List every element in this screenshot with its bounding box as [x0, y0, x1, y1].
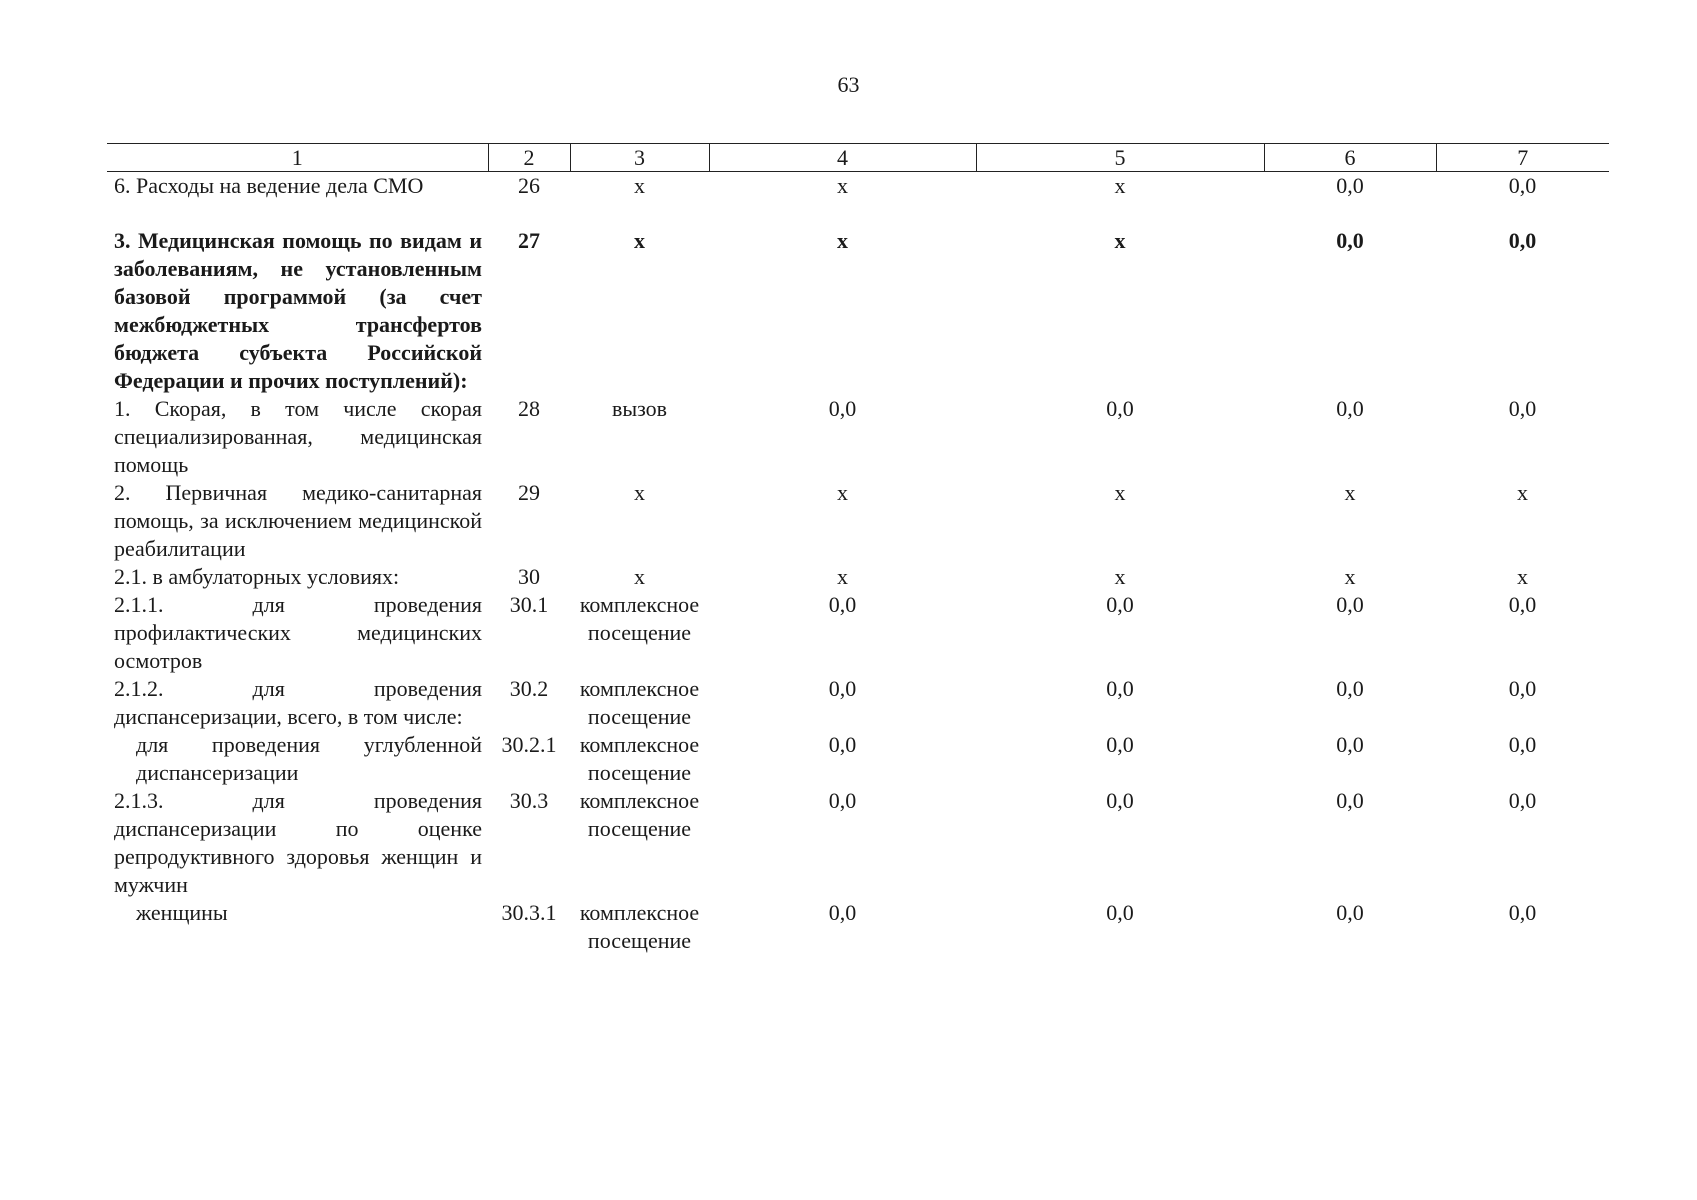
row-name: 2.1.3. для проведения диспансеризации по оценке репродуктивного здоровья женщин и мужчин [114, 788, 482, 897]
column-header-4: 4 [709, 144, 976, 172]
column-header-5: 5 [976, 144, 1264, 172]
column-header-6: 6 [1264, 144, 1436, 172]
row-col7: х [1517, 564, 1528, 589]
table-row [107, 479, 1609, 563]
row-name: для проведения углубленной диспансеризации [136, 732, 482, 785]
column-header-7: 7 [1436, 144, 1609, 172]
row-code: 30.2.1 [501, 732, 557, 757]
row-code: 28 [518, 396, 540, 421]
row-col4: 0,0 [828, 900, 857, 925]
row-col7: 0,0 [1508, 173, 1537, 198]
row-col4: 0,0 [828, 396, 857, 421]
row-name: 6. Расходы на ведение дела СМО [114, 173, 424, 198]
row-unit: комплексное посещение [579, 592, 700, 645]
column-header-2: 2 [488, 144, 570, 172]
row-name: женщины [136, 900, 228, 925]
row-col4: х [837, 228, 848, 253]
row-col5: 0,0 [1106, 396, 1134, 421]
table-row [107, 172, 1609, 201]
row-col5: 0,0 [1106, 676, 1134, 701]
row-col7: 0,0 [1508, 732, 1537, 757]
table-row [107, 591, 1609, 675]
row-col5: х [1114, 564, 1126, 589]
row-col6: 0,0 [1336, 396, 1364, 421]
row-col7: 0,0 [1508, 900, 1537, 925]
row-unit: комплексное посещение [579, 676, 700, 729]
row-col5: 0,0 [1106, 900, 1134, 925]
row-col4: х [837, 564, 848, 589]
column-number-row [107, 144, 1609, 172]
row-unit: комплексное посещение [579, 900, 700, 953]
row-col6: 0,0 [1336, 676, 1364, 701]
row-col4: 0,0 [828, 788, 857, 813]
row-col4: 0,0 [828, 676, 857, 701]
table-row [107, 675, 1609, 731]
row-unit: х [634, 173, 645, 198]
column-header-3: 3 [570, 144, 709, 172]
row-code: 30.3 [509, 788, 549, 813]
row-col7: 0,0 [1508, 592, 1537, 617]
table-row [107, 731, 1609, 787]
row-col5: 0,0 [1106, 788, 1134, 813]
row-col4: 0,0 [828, 732, 857, 757]
row-unit: вызов [611, 396, 668, 421]
row-unit: х [634, 480, 645, 505]
row-unit: комплексное посещение [579, 788, 700, 841]
row-col6: х [1344, 564, 1356, 589]
report-table [107, 143, 1609, 955]
row-col6: х [1344, 480, 1356, 505]
table-row [107, 899, 1609, 955]
row-name: 2.1.1. для проведения профилактических медицинских осмотров [114, 592, 482, 673]
column-header-1: 1 [107, 144, 488, 172]
row-code: 30.3.1 [501, 900, 557, 925]
row-code: 30.2 [509, 676, 549, 701]
row-name: 2.1.2. для проведения диспансеризации, всего, в том числе: [114, 676, 482, 729]
row-col5: 0,0 [1106, 592, 1134, 617]
row-col5: х [1114, 173, 1126, 198]
row-col4: х [837, 480, 848, 505]
row-code: 27 [518, 228, 540, 253]
row-code: 26 [518, 173, 540, 198]
row-name: 1. Скорая, в том числе скорая специализированная, медицинская помощь [114, 396, 482, 477]
table-row [107, 787, 1609, 899]
row-col4: х [837, 173, 848, 198]
table-row [107, 563, 1609, 591]
row-col4: 0,0 [828, 592, 857, 617]
row-code: 30.1 [509, 592, 549, 617]
row-col6: 0,0 [1336, 228, 1364, 253]
row-col6: 0,0 [1336, 788, 1364, 813]
row-code: 30 [518, 564, 540, 589]
row-unit: х [634, 564, 645, 589]
row-col7: 0,0 [1508, 396, 1537, 421]
row-name: 3. Медицинская помощь по видам и заболеваниям, не установленным базовой программой (за счет межбюджетных трансфертов бюджета субъекта Российской Федерации и прочих поступлений): [114, 228, 482, 393]
row-col7: 0,0 [1508, 788, 1537, 813]
row-col5: х [1114, 480, 1126, 505]
table-row [107, 395, 1609, 479]
row-col6: 0,0 [1336, 732, 1364, 757]
row-unit: х [634, 228, 645, 253]
row-col7: 0,0 [1508, 228, 1537, 253]
row-code: 29 [518, 480, 540, 505]
row-col5: 0,0 [1106, 732, 1134, 757]
row-name: 2.1. в амбулаторных условиях: [114, 564, 400, 589]
row-name: 2. Первичная медико-санитарная помощь, за исключением медицинской реабилитации [114, 480, 482, 561]
row-col6: 0,0 [1336, 173, 1364, 198]
row-col5: х [1114, 228, 1126, 253]
row-col6: 0,0 [1336, 592, 1364, 617]
page-number: 63 [837, 72, 860, 97]
row-col6: 0,0 [1336, 900, 1364, 925]
table-row-section [107, 200, 1609, 395]
row-col7: х [1517, 480, 1528, 505]
row-unit: комплексное посещение [579, 732, 700, 785]
row-col7: 0,0 [1508, 676, 1537, 701]
